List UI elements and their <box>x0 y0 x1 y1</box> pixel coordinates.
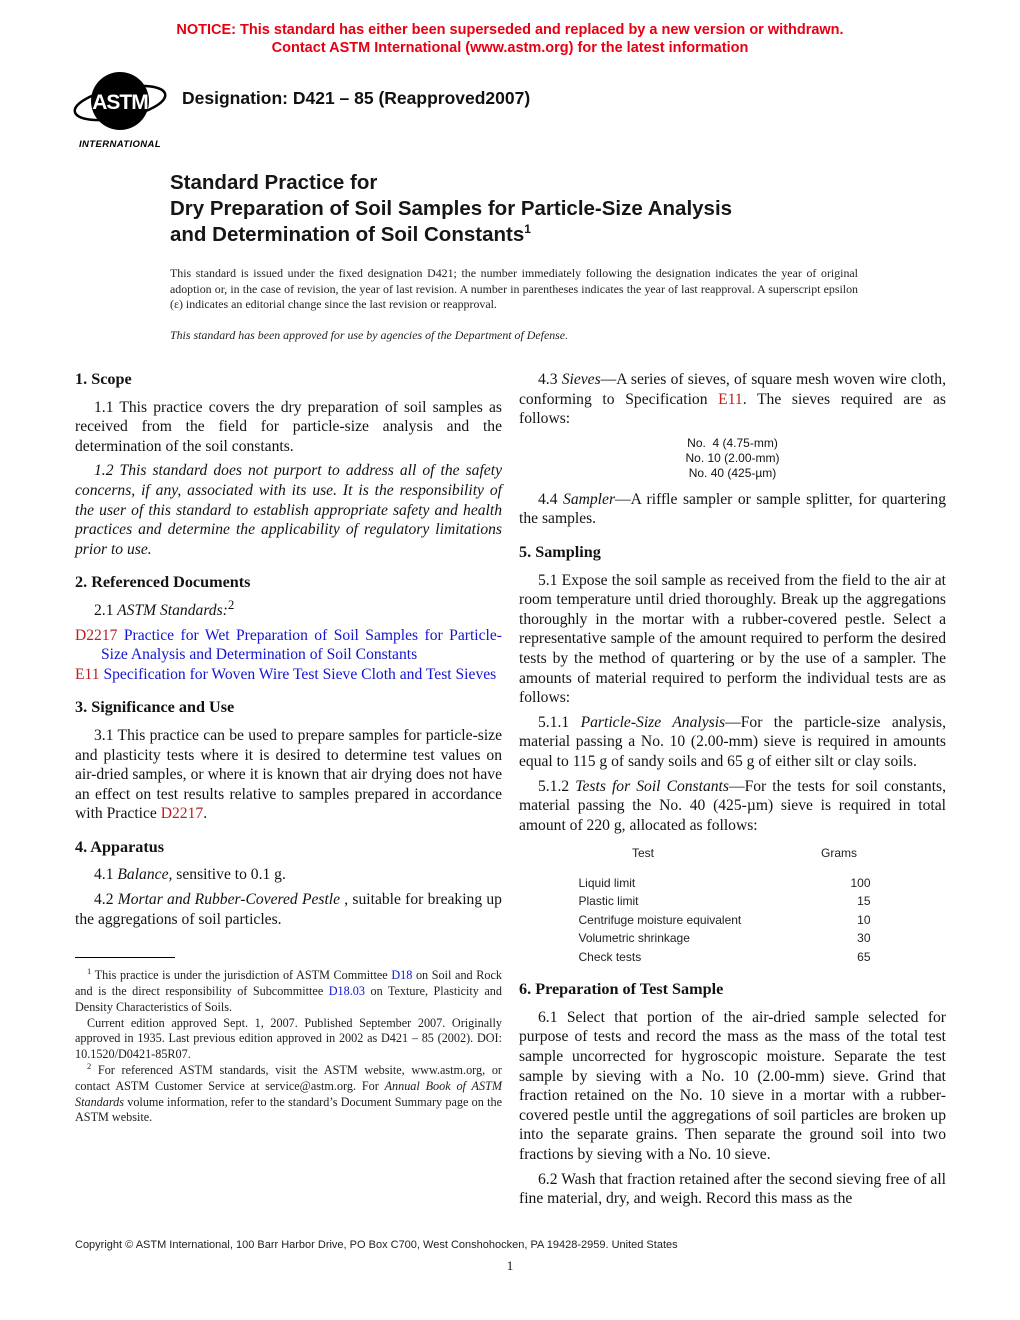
reference-item-d2217 <box>75 626 502 665</box>
reference-code-link[interactable]: D2217 <box>75 626 118 644</box>
para-5-1-1-num: 5.1.1 <box>538 713 570 731</box>
footnote-1-marker: 1 <box>87 966 92 977</box>
masthead <box>70 66 530 150</box>
astm-logo-subtitle: INTERNATIONAL <box>78 139 162 150</box>
sieve-item: No. 40 (425-µm) <box>688 465 777 480</box>
para-5-1-num: 5.1 <box>538 571 558 589</box>
title-line-3 <box>170 222 870 248</box>
para-2-1-num: 2.1 <box>94 601 114 619</box>
table-cell-test: Liquid limit <box>578 875 636 890</box>
table-header-grams: Grams <box>821 846 857 861</box>
footnote-separator <box>75 957 175 958</box>
table-header-row <box>537 845 929 874</box>
e11-link[interactable]: E11 <box>718 390 743 408</box>
para-6-2 <box>519 1170 946 1209</box>
para-3-1-after: . <box>203 805 208 823</box>
para-1-2 <box>75 461 502 559</box>
table-cell-test: Volumetric shrinkage <box>578 931 690 946</box>
d18-03-link[interactable]: D18.03 <box>328 984 365 999</box>
page-number: 1 <box>506 1258 514 1273</box>
table-cell-test: Check tests <box>578 949 642 964</box>
reference-list <box>75 626 502 685</box>
title-footnote-ref: 1 <box>524 222 531 237</box>
table-cell-grams: 65 <box>857 949 871 964</box>
para-5-1-1-text: —For the particle-size analysis, material passing a No. 10 (2.00-mm) sieve is required in amounts equal to 115 g of sandy soils and 65 g of either silt or clay soils. <box>519 713 946 770</box>
para-6-1 <box>519 1008 946 1165</box>
table-row <box>537 929 929 948</box>
para-4-3-after: . The sieves required are as follows: <box>519 390 947 428</box>
superseded-notice <box>0 22 1020 57</box>
para-4-2-label: Mortar and Rubber-Covered Pestle <box>113 891 341 909</box>
allocation-table-header <box>537 845 929 874</box>
footnote-2-marker: 2 <box>87 1060 92 1071</box>
reference-code-link[interactable]: E11 <box>75 665 100 683</box>
table-header-test: Test <box>631 846 654 861</box>
para-2-1-footnote-ref: 2 <box>227 596 235 612</box>
title-line-1: Standard Practice for <box>170 171 378 194</box>
left-column <box>75 370 502 1209</box>
para-1-1-num: 1.1 <box>94 398 114 416</box>
standard-title <box>170 170 870 248</box>
table-cell-test: Plastic limit <box>578 894 639 909</box>
para-6-2-text: Wash that fraction retained after the second sieving free of all fine material, dry, and weigh. Record this mass as the <box>519 1170 946 1208</box>
d18-link[interactable]: D18 <box>391 968 413 983</box>
para-2-1 <box>75 596 502 621</box>
table-cell-grams: 100 <box>850 875 871 890</box>
sieve-item: No. 10 (2.00-mm) <box>685 450 780 465</box>
para-4-1-label: Balance, <box>113 866 173 884</box>
table-row <box>537 874 929 893</box>
para-5-1-2-label: Tests for Soil Constants <box>569 777 729 795</box>
footnote-1 <box>75 968 502 1015</box>
para-1-1-text: This practice covers the dry preparation of soil samples as received from the field for particle-size analysis and the determination of the soil constants. <box>75 398 502 455</box>
footnote-1-after: on Texture, Plasticity and Density Characteristics of Soils. <box>75 984 502 1014</box>
section-2-heading: 2. Referenced Documents <box>75 573 251 592</box>
footnote-1-edition: Current edition approved Sept. 1, 2007. Published September 2007. Originally approved in 1935. Last previous edition approved in 2002 as D421 – 85 (2002). DOI: 10.1520/D0421-85R07. <box>75 1015 502 1062</box>
para-3-1-num: 3.1 <box>94 726 114 744</box>
para-5-1-text: Expose the soil sample as received from the field to the air at room temperature until dried thoroughly. Break up the aggregations thoroughly in the mortar with a rubber-covered pestle. Select a representative sample of the amount required to perform the desired tests by the method of quartering or by the use of a sampler. The amounts of material required to perform the individual tests are as follows: <box>519 571 946 707</box>
para-5-1-1 <box>519 713 946 772</box>
para-4-4 <box>519 490 946 529</box>
para-4-4-num: 4.4 <box>538 490 558 508</box>
reference-title-link[interactable]: Specification for Woven Wire Test Sieve Cloth and Test Sieves <box>99 665 497 683</box>
body-columns <box>75 370 947 1209</box>
astm-globe-icon <box>72 66 168 138</box>
para-1-2-num: 1.2 <box>94 462 114 480</box>
table-row <box>537 911 929 930</box>
para-1-1 <box>75 398 502 457</box>
table-cell-grams: 15 <box>857 894 871 909</box>
section-6-heading: 6. Preparation of Test Sample <box>519 980 724 999</box>
title-line-2: Dry Preparation of Soil Samples for Particle-Size Analysis <box>170 197 733 220</box>
notice-line-1: NOTICE: This standard has either been superseded and replaced by a new version or withdrawn. <box>176 22 844 38</box>
title-line-3-text: and Determination of Soil Constants <box>170 223 525 246</box>
para-3-1 <box>75 726 502 824</box>
para-6-1-num: 6.1 <box>538 1008 558 1026</box>
para-4-2-num: 4.2 <box>94 891 114 909</box>
para-5-1-2-text: —For the tests for soil constants, material passing the No. 40 (425-µm) sieve is required in total amount of 220 g, allocated as follows: <box>519 777 947 834</box>
svg-text:ASTM: ASTM <box>92 91 148 114</box>
para-4-4-text: —A riffle sampler or sample splitter, for quartering the samples. <box>519 490 946 528</box>
para-4-3-num: 4.3 <box>538 371 558 388</box>
para-2-1-title: ASTM Standards: <box>113 601 228 619</box>
para-4-3 <box>519 370 946 429</box>
para-4-3-text: —A series of sieves, of square mesh woven wire cloth, conforming to Specification <box>519 371 946 408</box>
para-5-1-2-num: 5.1.2 <box>538 777 570 795</box>
dod-approval-note: This standard has been approved for use by agencies of the Department of Defense. <box>170 328 569 342</box>
para-4-4-label: Sampler <box>557 490 616 508</box>
footnotes <box>75 968 502 1126</box>
designation: Designation: D421 – 85 (Reapproved2007) <box>182 88 531 108</box>
footnote-1-mid: on Soil and Rock and is the direct responsibility of Subcommittee <box>75 968 502 999</box>
para-4-2 <box>75 890 502 929</box>
section-1-heading: 1. Scope <box>75 370 132 388</box>
para-4-2-text: , suitable for breaking up the aggregations of soil particles. <box>75 891 502 928</box>
table-cell-grams: 30 <box>857 931 871 946</box>
sieve-list <box>519 436 946 481</box>
para-3-1-text: This practice can be used to prepare samples for particle-size and plasticity tests where it is desired to determine test values on air-dried samples, or where it is known that air drying does not have an effect on test results relative to samples prepared in accordance with Practice <box>75 726 502 823</box>
para-5-1 <box>519 571 946 708</box>
copyright-line: Copyright © ASTM International, 100 Barr Harbor Drive, PO Box C700, West Conshohocken, PA 19428-2959. United States <box>75 1239 678 1251</box>
para-4-1-text: sensitive to 0.1 g. <box>172 866 286 884</box>
section-5-heading: 5. Sampling <box>519 542 601 561</box>
notice-line-2: Contact ASTM International (www.astm.org) for the latest information <box>271 39 749 56</box>
para-5-1-1-label: Particle-Size Analysis <box>569 713 726 731</box>
table-row <box>537 892 929 911</box>
para-1-2-text: This standard does not purport to address all of the safety concerns, if any, associated with its use. It is the responsibility of the user of this standard to establish appropriate safety and health practices and determine the applicability of regulatory limitations prior to use. <box>75 462 502 558</box>
reference-item-e11 <box>75 665 502 685</box>
section-3-heading: 3. Significance and Use <box>75 698 235 717</box>
footnote-2 <box>75 1060 502 1126</box>
para-4-1 <box>75 865 502 885</box>
section-4-heading: 4. Apparatus <box>75 837 165 856</box>
para-6-2-num: 6.2 <box>538 1170 558 1188</box>
issuance-note: This standard is issued under the fixed designation D421; the number immediately following the designation indicates the year of original adoption or, in the case of revision, the year of last revision. A number in parentheses indicates the year of last reapproval. A superscript epsilon (ε) indicates an editorial change since the last revision or reapproval. <box>170 266 858 312</box>
table-cell-grams: 10 <box>857 912 871 927</box>
para-6-1-text: Select that portion of the air-dried sample selected for purpose of tests and record the mass as the mass of the total test sample uncorrected for hygroscopic moisture. Separate the test sample by sieving with a No. 10 (2.00-mm) sieve. Grind that fraction retained on the No. 10 sieve in a mortar with a rubber-covered pestle until the aggregations of soil particles are broken up into the separate grains. Then separate the ground soil into two fractions by sieving with a No. 10 sieve. <box>519 1008 946 1164</box>
sieve-item: No. 4 (4.75-mm) <box>687 435 778 450</box>
footnote-2-book-title: Annual Book of ASTM Standards <box>75 1078 502 1109</box>
para-4-3-label: Sieves <box>557 371 601 388</box>
table-row <box>537 948 929 967</box>
footnote-2-after: volume information, refer to the standard’s Document Summary page on the ASTM website. <box>75 1094 502 1125</box>
para-5-1-2 <box>519 777 946 836</box>
right-column <box>519 370 946 1209</box>
allocation-table-body <box>537 874 929 967</box>
reference-title-link[interactable]: Practice for Wet Preparation of Soil Samples for Particle-Size Analysis and Determination of Soil Constants <box>101 626 502 664</box>
allocation-table <box>537 845 929 966</box>
footnote-2-text: For referenced ASTM standards, visit the ASTM website, www.astm.org, or contact ASTM Customer Service at service@astm.org. For <box>75 1063 502 1093</box>
d2217-link[interactable]: D2217 <box>160 805 204 823</box>
astm-logo <box>70 66 170 150</box>
footnote-1-text: This practice is under the jurisdiction of ASTM Committee <box>91 968 392 983</box>
para-4-1-num: 4.1 <box>94 866 114 884</box>
table-cell-test: Centrifuge moisture equivalent <box>578 912 742 927</box>
